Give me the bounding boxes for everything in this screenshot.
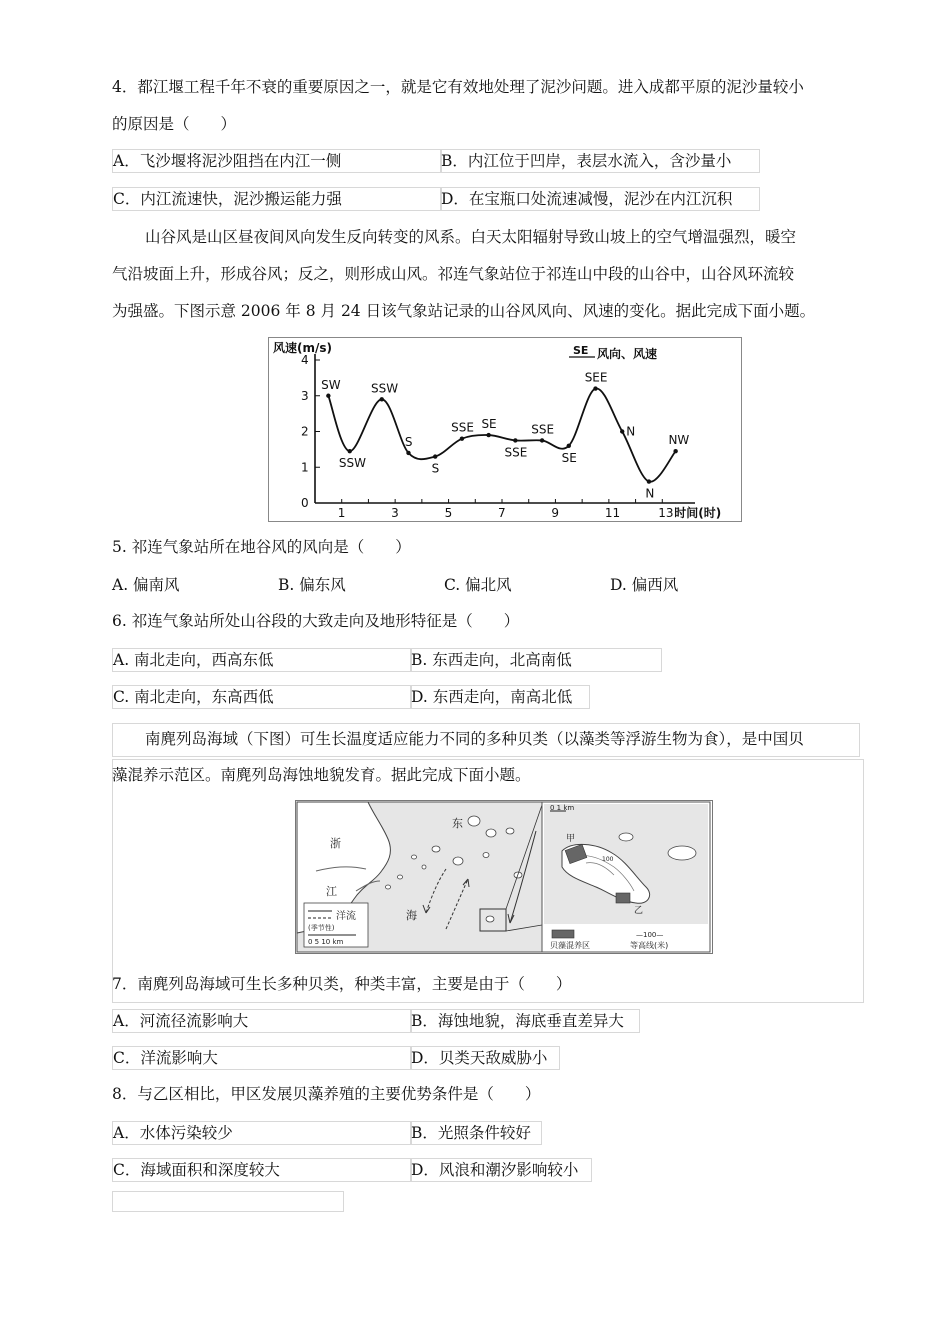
q5-option-c[interactable]: C. 偏北风 xyxy=(444,576,512,594)
q4-option-d[interactable]: D．在宝瓶口处流速减慢，泥沙在内江沉积 xyxy=(440,187,760,211)
y-tick-label: 1 xyxy=(301,460,309,475)
q7-stem: 7．南麂列岛海域可生长多种贝类，种类丰富，主要是由于（ ） xyxy=(112,975,572,993)
label-hai: 海 xyxy=(406,909,417,922)
data-point xyxy=(348,449,352,453)
legend-farm-label: 贝藻混养区 xyxy=(550,941,590,950)
wind-direction-label: SE xyxy=(481,417,497,432)
wind-speed-chart-svg xyxy=(269,338,741,521)
y-tick-label: 3 xyxy=(301,388,309,403)
q7-option-c[interactable]: C．洋流影响大 xyxy=(112,1046,412,1070)
legend-current-label: 洋流 xyxy=(336,911,356,922)
y-tick-label: 4 xyxy=(301,353,309,367)
x-tick-label: 9 xyxy=(551,506,560,520)
label-yi: 乙 xyxy=(634,906,644,916)
wind-speed-line xyxy=(328,388,675,481)
passage2-line1: 南麂列岛海域（下图）可生长温度适应能力不同的多种贝类（以藻类等浮游生物为食），是中国贝 xyxy=(145,730,804,748)
wind-direction-label: SE xyxy=(561,450,577,465)
wind-direction-label: SEE xyxy=(584,370,608,385)
wind-direction-label: SSE xyxy=(504,445,528,460)
q5-stem: 5. 祁连气象站所在地谷风的风向是（ ） xyxy=(112,538,411,556)
legend-symbol: SE xyxy=(573,344,589,357)
q6-option-c[interactable]: C. 南北走向，东高西低 xyxy=(112,685,412,709)
passage2-line2: 藻混养示范区。南麂列岛海蚀地貌发育。据此完成下面小题。 xyxy=(112,766,531,784)
farm-zone-yi xyxy=(616,893,630,903)
q7-option-a[interactable]: A．河流径流影响大 xyxy=(112,1009,412,1033)
inset-scale-text: 0 1 km xyxy=(550,804,575,812)
q8-option-b[interactable]: B．光照条件较好 xyxy=(410,1121,542,1145)
wind-direction-label: N xyxy=(626,424,636,439)
wind-direction-label: SSW xyxy=(338,456,367,471)
wind-direction-label: SW xyxy=(321,377,341,392)
q4-option-a[interactable]: A．飞沙堰将泥沙阻挡在内江一侧 xyxy=(112,149,442,173)
legend-contour-symbol: —100— xyxy=(636,931,664,939)
label-zhe: 浙 xyxy=(330,837,341,850)
inset-island-north xyxy=(619,833,633,841)
x-tick-label: 1 xyxy=(337,506,346,520)
x-tick-label: 11 xyxy=(604,506,621,520)
data-point xyxy=(567,444,571,448)
y-axis-title: 风速(m/s) xyxy=(273,341,332,355)
data-point xyxy=(540,438,544,442)
wind-direction-label: SSE xyxy=(531,422,555,437)
q4-option-c[interactable]: C．内江流速快，泥沙搬运能力强 xyxy=(112,187,442,211)
y-tick-label: 2 xyxy=(301,424,309,439)
data-point xyxy=(647,479,651,483)
label-jiang: 江 xyxy=(326,885,337,898)
wind-direction-label: NW xyxy=(668,433,690,448)
answer-blank[interactable] xyxy=(112,1191,344,1212)
x-axis-title: 时间(时) xyxy=(674,506,722,520)
wind-direction-label: N xyxy=(645,486,655,501)
q5-option-d[interactable]: D. 偏西风 xyxy=(610,576,679,594)
q8-option-a[interactable]: A．水体污染较少 xyxy=(112,1121,412,1145)
data-point xyxy=(460,436,464,440)
data-point xyxy=(513,438,517,442)
q8-option-d[interactable]: D．风浪和潮汐影响较小 xyxy=(410,1158,592,1182)
nanji-islands-map xyxy=(295,800,713,954)
x-tick-label: 5 xyxy=(444,506,453,520)
q8-option-c[interactable]: C．海域面积和深度较大 xyxy=(112,1158,412,1182)
nanji-island xyxy=(486,916,494,922)
wind-speed-chart xyxy=(268,337,742,522)
data-point xyxy=(380,397,384,401)
q7-option-b[interactable]: B．海蚀地貌，海底垂直差异大 xyxy=(410,1009,640,1033)
nanji-islands-map-svg xyxy=(296,801,712,953)
x-tick-label: 7 xyxy=(498,506,506,520)
label-dong: 东 xyxy=(452,817,463,830)
x-tick-label: 3 xyxy=(391,506,399,520)
q6-stem: 6. 祁连气象站所处山谷段的大致走向及地形特征是（ ） xyxy=(112,612,520,630)
passage1-line3: 为强盛。下图示意 2006 年 8 月 24 日该气象站记录的山谷风风向、风速的变化。据此完成下面小题。 xyxy=(112,302,816,320)
data-point xyxy=(486,433,490,437)
q7-option-d[interactable]: D．贝类天敌威胁小 xyxy=(410,1046,560,1070)
q8-stem: 8．与乙区相比，甲区发展贝藻养殖的主要优势条件是（ ） xyxy=(112,1085,541,1103)
legend-contour-label: 等高线(米) xyxy=(630,941,669,950)
q6-option-d[interactable]: D. 东西走向，南高北低 xyxy=(410,685,590,709)
data-point xyxy=(620,429,624,433)
wind-direction-label: SSE xyxy=(451,420,474,435)
scale-text: 0 5 10 km xyxy=(308,938,344,946)
passage1-line1: 山谷风是山区昼夜间风向发生反向转变的风系。白天太阳辐射导致山坡上的空气增温强烈，暖空 xyxy=(145,228,797,246)
legend-season-label: (季节性) xyxy=(308,924,335,932)
y-tick-label: 0 xyxy=(301,496,309,510)
q5-option-b[interactable]: B. 偏东风 xyxy=(278,576,346,594)
data-point xyxy=(673,449,677,453)
wind-direction-label: S xyxy=(431,461,440,476)
q6-option-b[interactable]: B. 东西走向，北高南低 xyxy=(410,648,662,672)
x-tick-label: 13 xyxy=(658,506,674,520)
q4-option-b[interactable]: B．内江位于凹岸，表层水流入，含沙量小 xyxy=(440,149,760,173)
q4-stem-line1: 4．都江堰工程千年不衰的重要原因之一，就是它有效地处理了泥沙问题。进入成都平原的泥沙量较小 xyxy=(112,78,804,96)
wind-direction-label: SSW xyxy=(370,381,399,396)
passage1-line2: 气沿坡面上升，形成谷风；反之，则形成山风。祁连气象站位于祁连山中段的山谷中，山谷风环流较 xyxy=(112,265,795,283)
wind-direction-label: S xyxy=(404,434,413,449)
data-point xyxy=(326,394,330,398)
q4-stem-line2: 的原因是（ ） xyxy=(112,115,237,133)
data-point xyxy=(433,454,437,458)
legend-label: 风向、风速 xyxy=(597,347,658,361)
q6-option-a[interactable]: A. 南北走向，西高东低 xyxy=(112,648,412,672)
data-point xyxy=(406,451,410,455)
contour-label: 100 xyxy=(602,856,614,863)
inset-island-east xyxy=(668,846,696,860)
label-jia: 甲 xyxy=(566,834,576,844)
q5-option-a[interactable]: A. 偏南风 xyxy=(112,576,180,594)
legend-farm-swatch xyxy=(552,930,574,938)
data-point xyxy=(593,386,597,390)
